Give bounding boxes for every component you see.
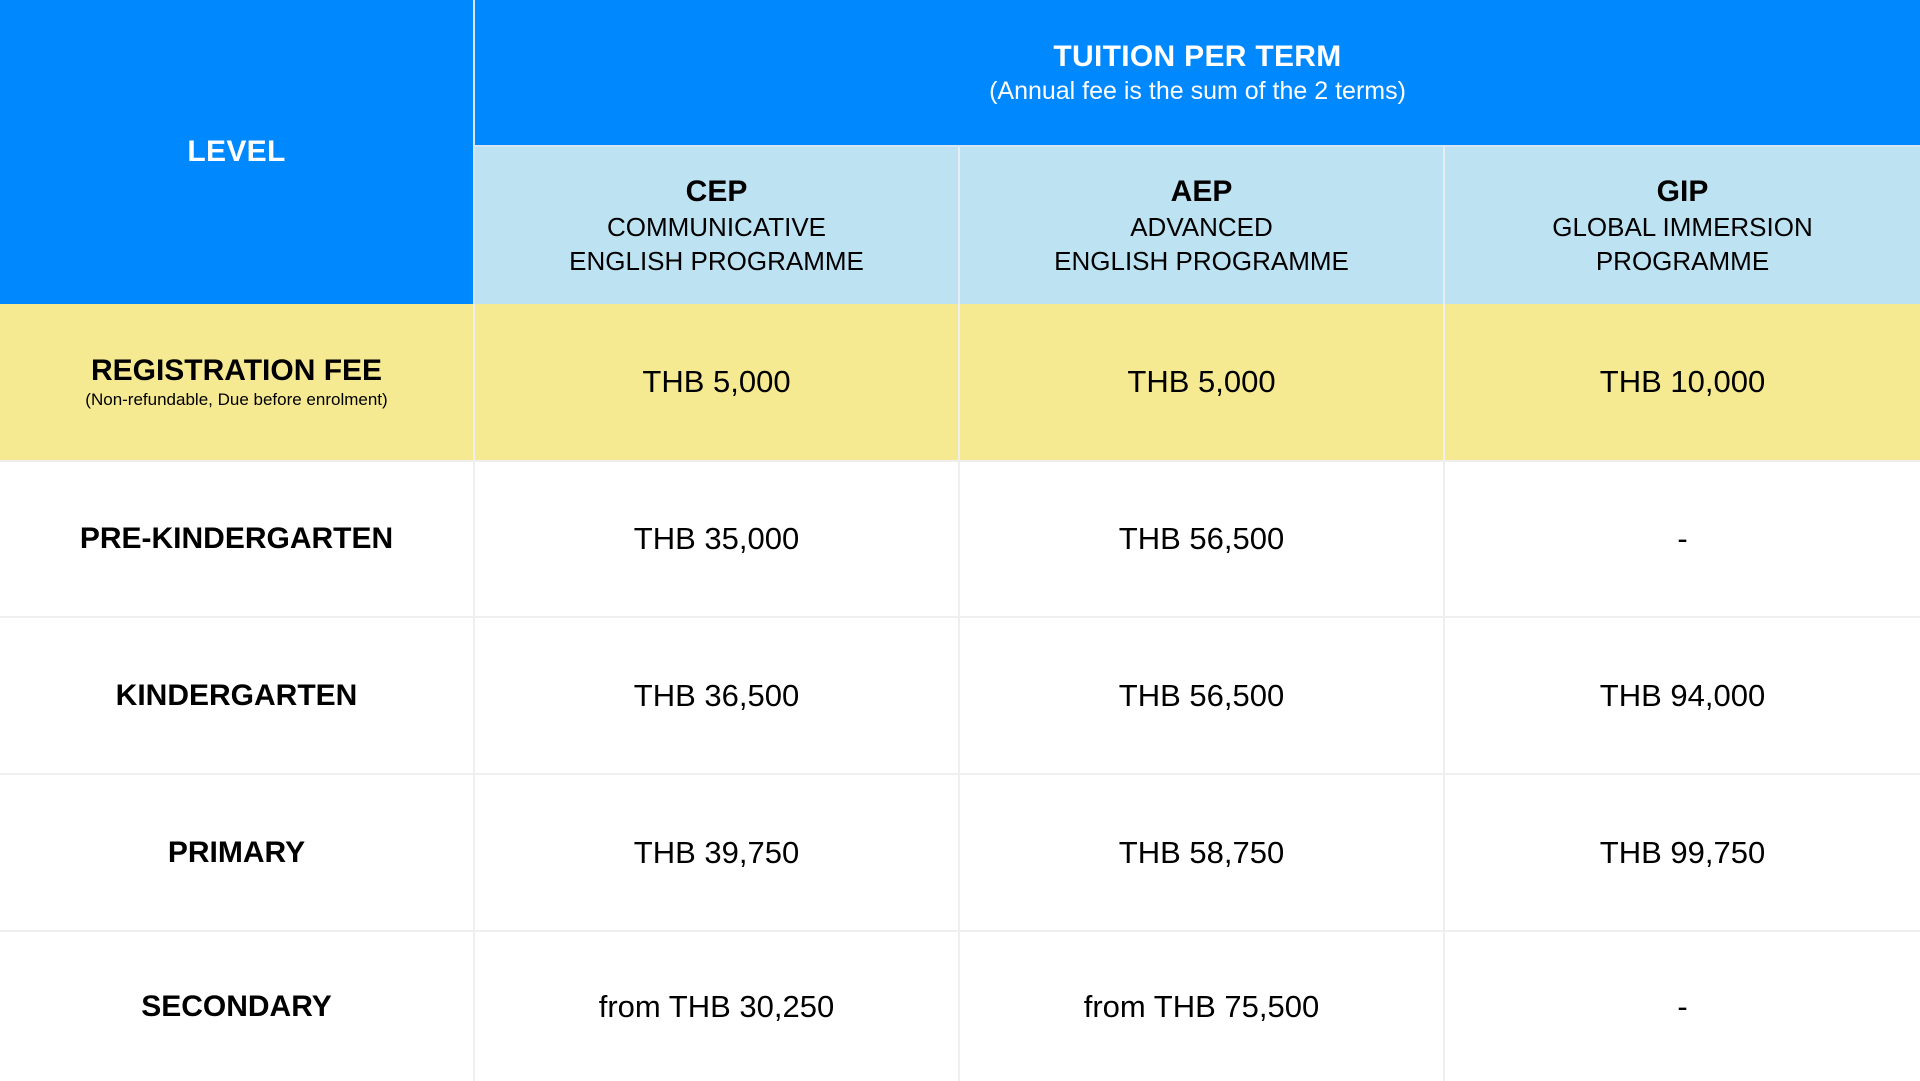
programme-header-cep: [475, 147, 960, 304]
fee-cell: from THB 30,250: [475, 932, 960, 1081]
programme-name-line1: ADVANCED: [1130, 211, 1273, 242]
registration-fee-aep: THB 5,000: [960, 304, 1445, 462]
fee-cell: THB 36,500: [475, 618, 960, 775]
fee-cell: THB 99,750: [1445, 775, 1920, 932]
programme-header-gip: [1445, 147, 1920, 304]
level-header: [0, 0, 475, 304]
programme-name-line2: ENGLISH PROGRAMME: [569, 245, 864, 276]
fee-cell: -: [1445, 462, 1920, 618]
level-kindergarten: KINDERGARTEN: [0, 618, 475, 775]
programme-code: AEP: [1170, 174, 1233, 208]
programme-name-line1: GLOBAL IMMERSION: [1552, 211, 1813, 242]
fee-cell: -: [1445, 932, 1920, 1081]
fee-cell: from THB 75,500: [960, 932, 1445, 1081]
registration-fee-title: REGISTRATION FEE: [90, 354, 383, 387]
tuition-header: [475, 0, 1920, 147]
level-primary: PRIMARY: [0, 775, 475, 932]
fee-cell: THB 94,000: [1445, 618, 1920, 775]
fee-cell: THB 56,500: [960, 462, 1445, 618]
programme-name-line1: COMMUNICATIVE: [606, 211, 827, 242]
programme-code: GIP: [1656, 174, 1709, 208]
level-header-label: LEVEL: [187, 135, 286, 168]
tuition-header-title: TUITION PER TERM: [1053, 39, 1342, 73]
programme-code: CEP: [685, 174, 748, 208]
level-pre-kindergarten: PRE-KINDERGARTEN: [0, 462, 475, 618]
level-secondary: SECONDARY: [0, 932, 475, 1081]
programme-name-line2: ENGLISH PROGRAMME: [1054, 245, 1349, 276]
registration-fee-note: (Non-refundable, Due before enrolment): [85, 390, 388, 409]
programme-name-line2: PROGRAMME: [1595, 245, 1770, 276]
registration-fee-label-cell: [0, 304, 475, 462]
registration-fee-cep: THB 5,000: [475, 304, 960, 462]
tuition-header-subtitle: (Annual fee is the sum of the 2 terms): [989, 76, 1406, 105]
fee-cell: THB 56,500: [960, 618, 1445, 775]
fee-cell: THB 35,000: [475, 462, 960, 618]
fee-cell: THB 58,750: [960, 775, 1445, 932]
programme-header-aep: [960, 147, 1445, 304]
fee-cell: THB 39,750: [475, 775, 960, 932]
registration-fee-gip: THB 10,000: [1445, 304, 1920, 462]
